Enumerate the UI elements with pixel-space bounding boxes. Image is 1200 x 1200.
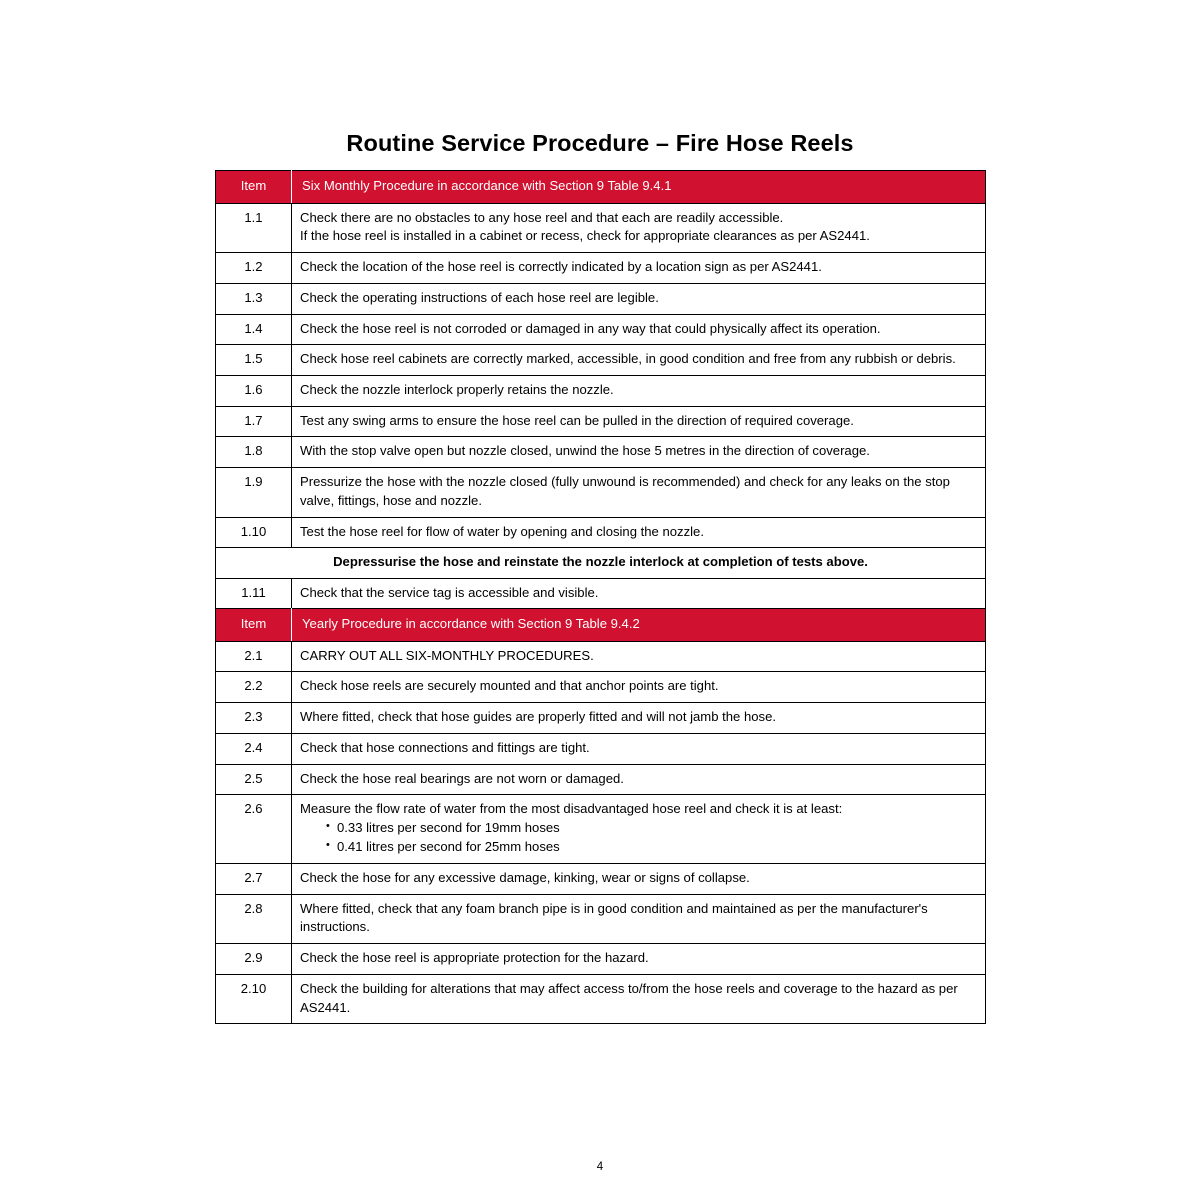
table-cell-description (292, 283, 986, 314)
yearly-procedure-table (215, 608, 986, 1024)
table-cell-description (292, 517, 986, 548)
table-cell-item: 2.6 (216, 795, 292, 864)
table-cell-description (292, 733, 986, 764)
table-row (216, 733, 986, 764)
table-cell-item: 2.9 (216, 944, 292, 975)
table-cell-item: 1.11 (216, 579, 292, 610)
table-cell-item: 1.4 (216, 314, 292, 345)
table-cell-description (292, 314, 986, 345)
table-cell-item: 2.4 (216, 733, 292, 764)
table-row (216, 641, 986, 672)
table-cell-item: 2.5 (216, 764, 292, 795)
table-cell-item: 1.6 (216, 376, 292, 407)
description-line: Check the hose real bearings are not worn or damaged. (300, 770, 624, 786)
table-row (216, 944, 986, 975)
column-header-description: Six Monthly Procedure in accordance with Section 9 Table 9.4.1 (292, 171, 986, 204)
table-cell-description (292, 376, 986, 407)
column-header-item: Item (216, 171, 292, 204)
table-cell-description (292, 974, 986, 1023)
table-cell-item: 1.1 (216, 203, 292, 252)
table-cell-item: 2.3 (216, 703, 292, 734)
description-line: Measure the flow rate of water from the most disadvantaged hose reel and check it is at least: (300, 801, 843, 817)
table-row (216, 548, 986, 579)
table-row (216, 437, 986, 468)
table-cell-item: 2.1 (216, 641, 292, 672)
description-line: Test the hose reel for flow of water by opening and closing the nozzle. (300, 523, 704, 539)
table-cell-item: 2.2 (216, 672, 292, 703)
six-monthly-table-body (216, 203, 986, 609)
table-row (216, 672, 986, 703)
table-row (216, 283, 986, 314)
table-row (216, 974, 986, 1023)
bullet-list (300, 819, 977, 857)
description-line: Check the hose reel is appropriate protection for the hazard. (300, 950, 649, 966)
table-header-row (216, 609, 986, 642)
table-cell-description (292, 253, 986, 284)
table-row (216, 864, 986, 895)
table-row (216, 764, 986, 795)
table-row (216, 468, 986, 517)
column-header-description: Yearly Procedure in accordance with Section 9 Table 9.4.2 (292, 609, 986, 642)
table-cell-description (292, 703, 986, 734)
yearly-table-body (216, 641, 986, 1024)
description-line: Check the hose reel is not corroded or damaged in any way that could physically affect its operation. (300, 320, 881, 336)
page-number: 4 (596, 1161, 604, 1173)
description-line: Check that hose connections and fittings are tight. (300, 739, 590, 755)
column-header-item: Item (216, 609, 292, 642)
table-cell-item: 1.9 (216, 468, 292, 517)
table-cell-description (292, 864, 986, 895)
table-cell-item: 1.10 (216, 517, 292, 548)
table-cell-item: 1.8 (216, 437, 292, 468)
description-line: Check that the service tag is accessible and visible. (300, 585, 599, 601)
table-row (216, 703, 986, 734)
table-cell-description (292, 406, 986, 437)
description-line: Check the hose for any excessive damage, kinking, wear or signs of collapse. (300, 870, 750, 885)
description-line: Test any swing arms to ensure the hose reel can be pulled in the direction of required coverage. (300, 412, 854, 428)
description-line: Check hose reels are securely mounted and that anchor points are tight. (300, 678, 719, 694)
table-row (216, 579, 986, 610)
description-line: Check the location of the hose reel is correctly indicated by a location sign as per AS2441. (300, 259, 822, 275)
table-row (216, 253, 986, 284)
table-cell-item: 1.5 (216, 345, 292, 376)
page-title: Routine Service Procedure – Fire Hose Reels (346, 129, 854, 156)
table-row (216, 894, 986, 943)
description-line: Check there are no obstacles to any hose reel and that each are readily accessible. (300, 209, 784, 225)
table-cell-item: 1.2 (216, 253, 292, 284)
description-line: With the stop valve open but nozzle closed, unwind the hose 5 metres in the direction of coverage. (300, 443, 870, 459)
description-line: Pressurize the hose with the nozzle closed (fully unwound is recommended) and check for any leaks on the stop valve, fittings, hose and nozzle. (300, 474, 950, 508)
table-cell-description (292, 764, 986, 795)
six-monthly-procedure-table (215, 170, 986, 610)
description-line: Check the building for alterations that may affect access to/from the hose reels and coverage to the hazard as per AS2441. (300, 980, 958, 1015)
table-cell-description (292, 894, 986, 943)
table-header-row (216, 171, 986, 204)
table-cell-description (292, 944, 986, 975)
table-cell-description (292, 641, 986, 672)
table-cell-description (292, 579, 986, 610)
table-row (216, 376, 986, 407)
table-cell-description (292, 345, 986, 376)
table-cell-item: 2.10 (216, 974, 292, 1023)
bullet-item: • 0.41 litres per second for 25mm hoses (326, 838, 977, 857)
description-line: Where fitted, check that hose guides are properly fitted and will not jamb the hose. (300, 709, 777, 725)
table-cell-item: 2.7 (216, 864, 292, 895)
description-line: Where fitted, check that any foam branch pipe is in good condition and maintained as per the manufacturer's instructions. (300, 900, 928, 935)
table-cell-description (292, 468, 986, 517)
table-note-row: Depressurise the hose and reinstate the nozzle interlock at completion of tests above. (216, 548, 986, 579)
table-cell-description (292, 203, 986, 252)
table-cell-description (292, 437, 986, 468)
bullet-item: • 0.33 litres per second for 19mm hoses (326, 819, 977, 838)
table-row (216, 345, 986, 376)
table-row (216, 795, 986, 864)
description-line: If the hose reel is installed in a cabinet or recess, check for appropriate clearances as per AS2441. (300, 228, 870, 244)
description-line: Check hose reel cabinets are correctly marked, accessible, in good condition and free from any rubbish or debris. (300, 351, 956, 367)
table-cell-description (292, 672, 986, 703)
table-row (216, 314, 986, 345)
table-row (216, 517, 986, 548)
table-row (216, 406, 986, 437)
description-line: Check the nozzle interlock properly retains the nozzle. (300, 382, 614, 398)
table-cell-item: 1.7 (216, 406, 292, 437)
description-line: Check the operating instructions of each hose reel are legible. (300, 289, 659, 305)
table-cell-item: 1.3 (216, 283, 292, 314)
table-cell-description (292, 795, 986, 864)
table-row (216, 203, 986, 252)
description-line: CARRY OUT ALL SIX-MONTHLY PROCEDURES. (300, 647, 594, 663)
table-cell-item: 2.8 (216, 894, 292, 943)
